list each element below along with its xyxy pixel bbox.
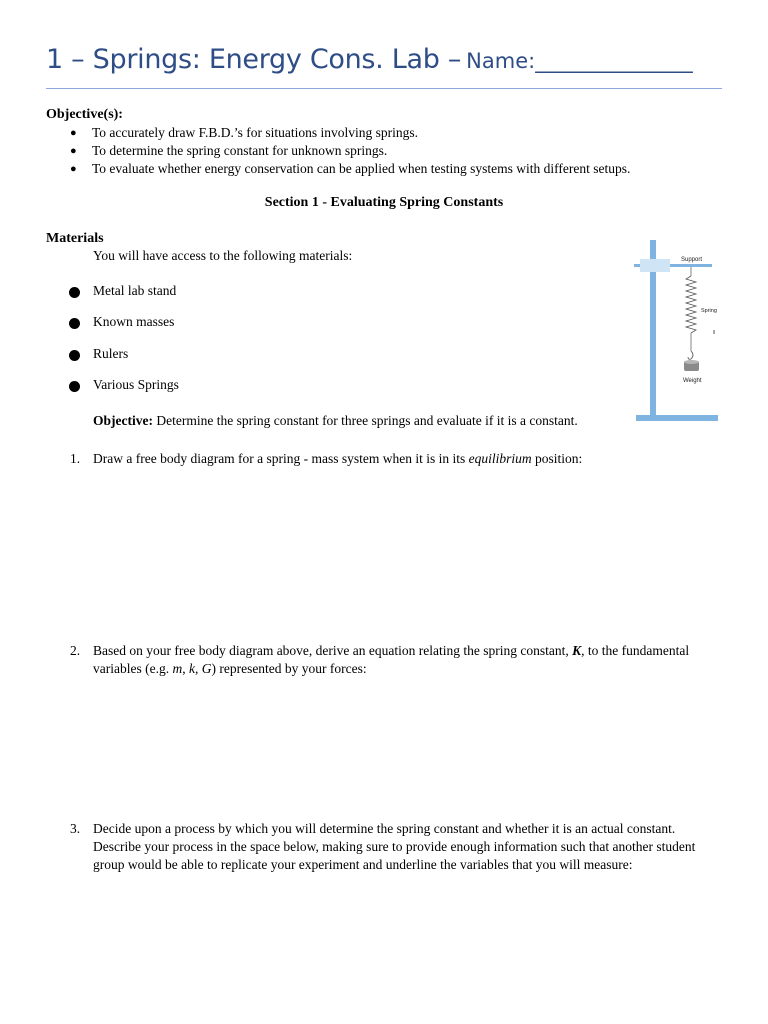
page-title (46, 44, 726, 75)
question-text-part: position: (531, 451, 583, 466)
question-number: 2. (70, 643, 81, 658)
question-text (93, 450, 723, 468)
name-label: Name: (466, 49, 536, 73)
material-item: Rulers (93, 346, 129, 361)
materials-heading: Materials (46, 231, 104, 246)
weight-label: Weight (683, 378, 702, 384)
weight-top (684, 360, 699, 364)
bullet-icon: ● (70, 127, 77, 139)
clamp (640, 259, 670, 272)
objective-item (46, 142, 630, 160)
material-item: Known masses (93, 314, 175, 329)
objective-label: Objective: (93, 413, 153, 428)
question-text-part: Draw a free body diagram for a spring - mass system when it is in its (93, 451, 469, 466)
title-divider (46, 88, 722, 89)
bullet-icon: ● (70, 163, 77, 175)
question-number: 1. (70, 451, 81, 466)
objective-text: To determine the spring constant for unknown springs. (92, 143, 388, 158)
objective-body: Determine the spring constant for three springs and evaluate if it is a constant. (152, 413, 578, 428)
support-label: Support (681, 257, 703, 263)
spring-stand-figure (630, 238, 720, 424)
bullet-icon (69, 287, 80, 298)
objective-text: To accurately draw F.B.D.’s for situations involving springs. (92, 125, 419, 140)
question-text-part: , (194, 661, 202, 676)
material-item: Various Springs (93, 377, 179, 392)
question-text-part: ) represented by your forces: (211, 661, 367, 676)
question-text-part: k (188, 661, 195, 676)
spring-label: Spring (701, 308, 717, 314)
section-title: Section 1 - Evaluating Spring Constants (264, 195, 504, 210)
objectives-list (46, 124, 630, 178)
title-text: 1 – Springs: Energy Cons. Lab – (46, 44, 462, 75)
material-item: Metal lab stand (93, 283, 177, 298)
question-text-part: equilibrium (468, 451, 532, 466)
objective-statement (93, 413, 578, 429)
spring-coil (686, 276, 696, 333)
bullet-icon (69, 350, 80, 361)
question-text (93, 642, 723, 678)
question-text-part: Decide upon a process by which you will determine the spring constant and whether it is an actual constant. Describe your process in the space below, making sure to provide enough information such that another student group would be able to replicate your experiment and underline the variables that you will measure: (93, 821, 696, 872)
question-text-part: , to the fundamental variables (e.g. (93, 643, 690, 676)
question-text-part: G (201, 661, 212, 676)
question-text-part: m (172, 661, 183, 676)
bullet-icon (69, 381, 80, 392)
objective-item (46, 124, 630, 142)
objectives-heading: Objective(s): (46, 107, 123, 122)
hook-icon (688, 351, 693, 359)
materials-intro: You will have access to the following materials: (93, 248, 353, 263)
question-text-part: K (572, 643, 582, 658)
question-text (93, 820, 723, 874)
question-text-part: Based on your free body diagram above, derive an equation relating the spring constant, (93, 643, 573, 658)
objective-text: To evaluate whether energy conservation can be applied when testing systems with different setups. (92, 161, 631, 176)
question-text-part: , (182, 661, 189, 676)
bullet-icon: ● (70, 145, 77, 157)
bullet-icon (69, 318, 80, 329)
name-blank: _______________ (535, 49, 693, 73)
question-number: 3. (70, 821, 81, 836)
stand-base (636, 415, 718, 421)
objective-item (46, 160, 630, 178)
